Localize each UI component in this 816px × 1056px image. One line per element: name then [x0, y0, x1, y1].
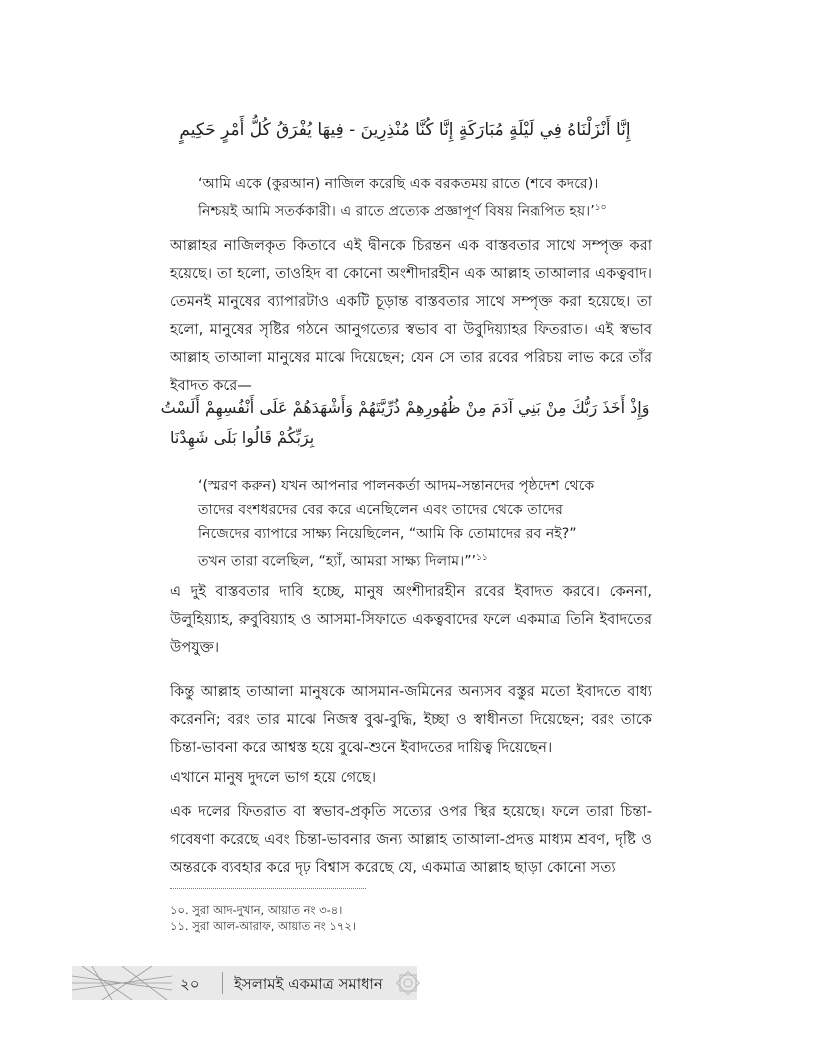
footnote-10: ১০. সুরা আদ-দুখান, আয়াত নং ৩-৪।: [170, 903, 343, 917]
verse-2-translation-line-4: তখন তারা বলেছিল, “হ্যাঁ, আমরা সাক্ষ্য দিলাম।”’$^{১১}$: [198, 553, 488, 570]
verse-1-translation-line-2: নিশ্চয়ই আমি সতর্ককারী। এ রাতে প্রত্যেক প্রজ্ঞাপূর্ণ বিষয় নিরূপিত হয়।’$^{১০}$: [198, 203, 607, 220]
footnote-11: ১১. সুরা আল-আরাফ, আয়াত নং ১৭২।: [170, 919, 356, 933]
verse-2-arabic-line-2-text: بِرَبِّكُمْ قَالُوا بَلَى شَهِدْنَا: [170, 428, 315, 447]
verse-2-translation-line-3: নিজেদের ব্যাপারে সাক্ষ্য নিয়েছিলেন, “আমি কি তোমাদের রব নই?”: [198, 526, 577, 542]
footer-separator: [222, 972, 223, 994]
verse-2-translation-line-2: তাদের বংশধরদের বের করে এনেছিলেন এবং তাদের থেকে তাদের: [198, 502, 563, 518]
verse-2-translation: [198, 474, 668, 574]
verse-2-arabic-line-1: وَإِذْ أَخَذَ رَبُّكَ مِنْ بَنِي آدَمَ مِنْ ظُهُورِهِمْ ذُرِّيَّتَهُمْ وَأَشْهَدَهُمْ عَلَى أَنْفُسِهِمْ أَلَسْتُ: [160, 398, 650, 417]
verse-1-translation: [198, 172, 668, 224]
paragraph-4: এখানে মানুষ দুদলে ভাগ হয়ে গেছে।: [170, 769, 377, 786]
footnote-ref-11: ১১: [476, 553, 488, 563]
paragraph-3: কিন্তু আল্লাহ তাআলা মানুষকে আসমান-জমিনের অন্যসব বস্তুর মতো ইবাদতে বাধ্য করেননি; বরং তার মাঝে নিজস্ব বুঝ-বুদ্ধি, ইচ্ছা ও স্বাধীনতা দিয়েছেন; বরং তাকে চিন্তা-ভাবনা করে আশ্বস্ত হয়ে বুঝে-শুনে ইবাদতের দায়িত্ব দিয়েছেন।: [170, 683, 652, 756]
paragraph-5: এক দলের ফিতরাত বা স্বভাব-প্রকৃতি সত্যের ওপর স্থির হয়েছে। ফলে তারা চিন্তা-গবেষণা করেছে এবং চিন্তা-ভাবনার জন্য আল্লাহ তাআলা-প্রদত্ত মাধ্যম শ্রবণ, দৃষ্টি ও অন্তরকে ব্যবহার করে দৃঢ় বিশ্বাস করেছে যে, একমাত্র আল্লাহ ছাড়া কোনো সত্য: [170, 803, 652, 876]
footer-geometric-pattern-icon: [72, 966, 172, 1000]
paragraph-1: আল্লাহর নাজিলকৃত কিতাবে এই দ্বীনকে চিরন্তন এক বাস্তবতার সাথে সম্পৃক্ত করা হয়েছে। তা হলো, তাওহিদ বা কোনো অংশীদারহীন এক আল্লাহ তাআলার একত্ববাদ। তেমনই মানুষের ব্যাপারটাও একটি চূড়ান্ত বাস্তবতার সাথে সম্পৃক্ত করা হয়েছে। তা হলো, মানুষের সৃষ্টির গঠনে আনুগত্যের স্বভাব বা উবুদিয়্যাহর ফিতরাত। এই স্বভাব আল্লাহ তাআলা মানুষের মাঝে দিয়েছেন; যেন সে তার রবের পরিচয় লাভ করে তাঁর ইবাদত করে—: [170, 237, 652, 394]
verse-2-translation-line-1: ‘(স্মরণ করুন) যখন আপনার পালনকর্তা আদম-সন্তানদের পৃষ্ঠদেশ থেকে: [198, 478, 595, 494]
footnote-divider: [170, 888, 366, 889]
page-number: ২০: [180, 975, 200, 993]
book-title: ইসলামই একমাত্র সমাধান: [234, 975, 383, 993]
paragraph-2: এ দুই বাস্তবতার দাবি হচ্ছে, মানুষ অংশীদারহীন রবের ইবাদত করবে। কেননা, উলুহিয়্যাহ, রুবুবিয়্যাহ ও আসমা-সিফাতে একত্ববাদের ফলে একমাত্র তিনি ইবাদতের উপযুক্ত।: [170, 583, 652, 656]
page-footer: [72, 966, 432, 1000]
footnote-ref-10: ১০: [594, 203, 607, 213]
verse-2-arabic-line-2: [170, 428, 650, 447]
footer-ornament-icon: [394, 969, 422, 997]
verse-1-translation-line-1: ‘আমি একে (কুরআন) নাজিল করেছি এক বরকতময় রাতে (শবে কদরে)।: [198, 176, 599, 192]
verse-1-arabic: إِنَّا أَنْزَلْنَاهُ فِي لَيْلَةٍ مُبَارَكَةٍ إِنَّا كُنَّا مُنْذِرِينَ - فِيهَا يُفْرَقُ كُلُّ أَمْرٍ حَكِيمٍ: [179, 120, 631, 140]
